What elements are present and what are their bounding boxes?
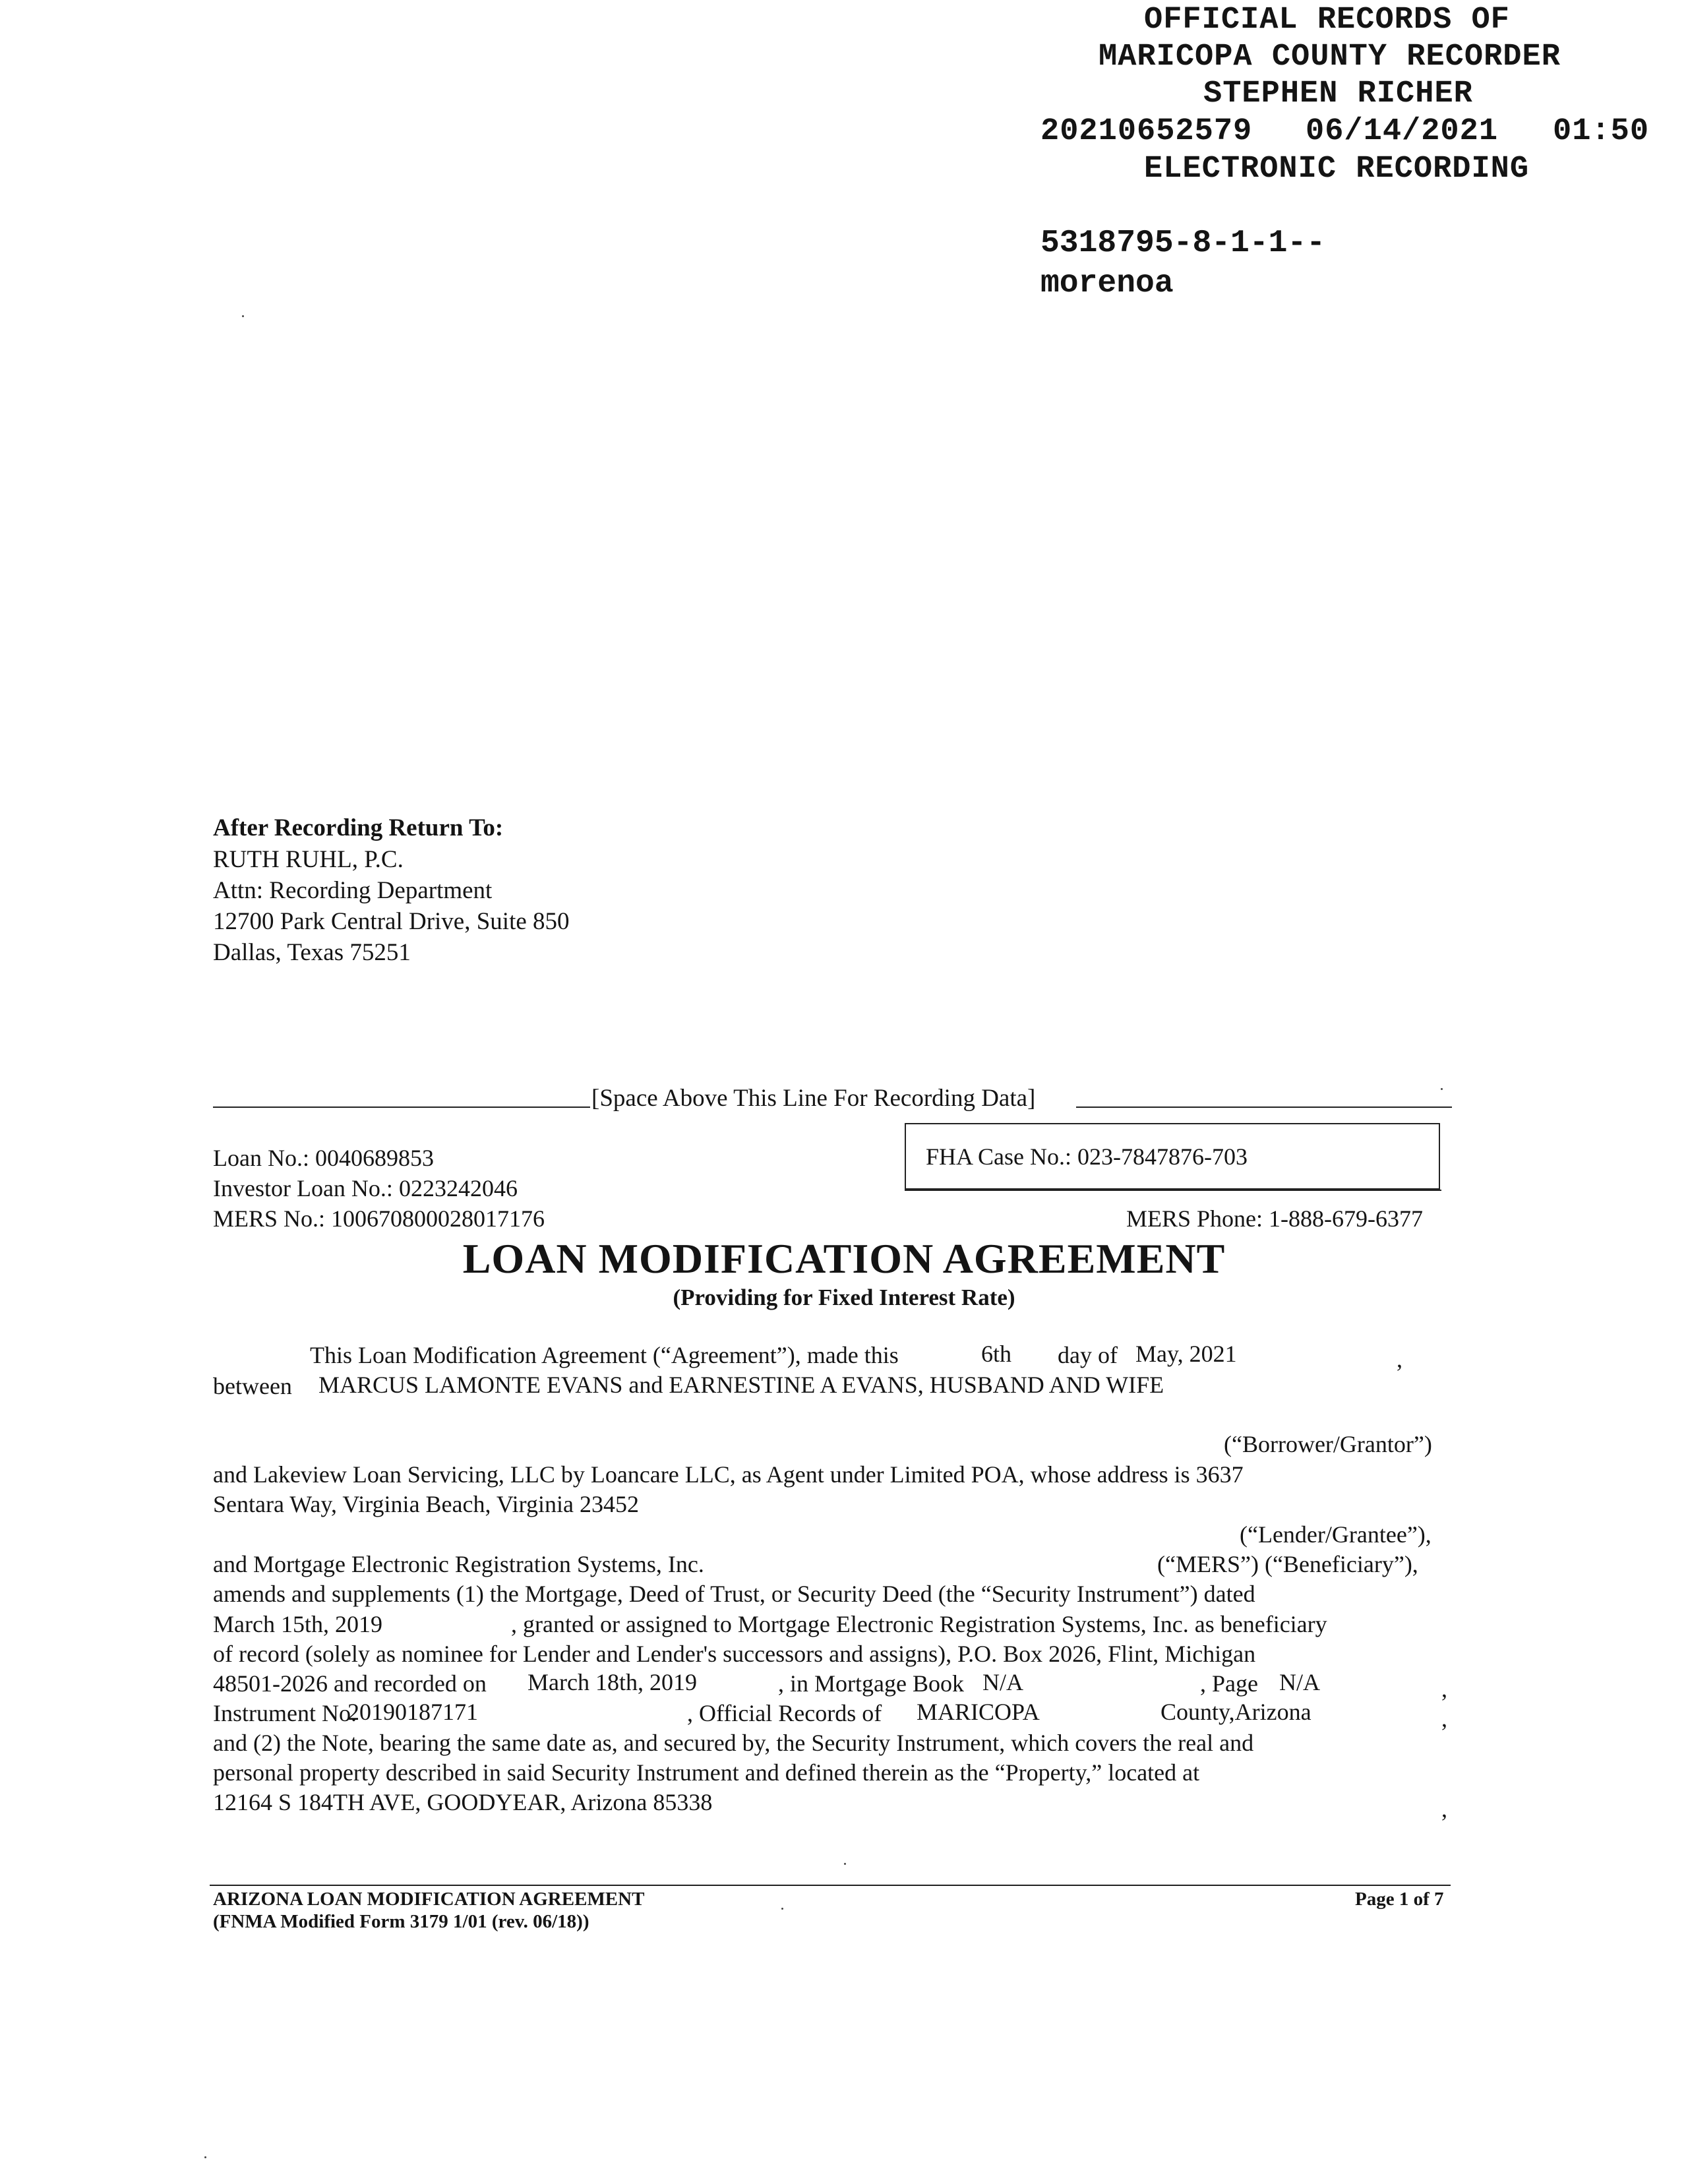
stamp-batch-code: 5318795-8-1-1--	[1040, 226, 1326, 261]
mers-number-label: MERS No.:	[213, 1205, 326, 1232]
footer-page-indicator: Page 1 of 7	[1355, 1889, 1444, 1910]
stamp-recording-number: 20210652579	[1040, 114, 1253, 149]
return-heading: After Recording Return To:	[213, 814, 504, 841]
mers-role: (“MERS”) (“Beneficiary”),	[1157, 1551, 1418, 1577]
of-record-text: of record (solely as nominee for Lender and Lender's successors and assigns), P.O. Box 2026, Flint, Michigan	[213, 1641, 1256, 1667]
scan-speck	[844, 1863, 846, 1865]
between-word: between	[213, 1373, 292, 1399]
intro-text: This Loan Modification Agreement (“Agreement”), made this	[310, 1342, 899, 1368]
county-comma: ,	[1441, 1705, 1447, 1732]
footer-form-title: ARIZONA LOAN MODIFICATION AGREEMENT	[213, 1889, 645, 1910]
scan-speck	[204, 2156, 206, 2158]
property-text: personal property described in said Security Instrument and defined therein as the “Property,” located at	[213, 1759, 1200, 1786]
borrower-role: (“Borrower/Grantor”)	[1224, 1431, 1432, 1457]
agreement-day-of: day of	[1058, 1342, 1118, 1368]
lender-line-2: Sentara Way, Virginia Beach, Virginia 23452	[213, 1491, 639, 1517]
stamp-operator: morenoa	[1040, 266, 1174, 301]
stamp-line-electronic-recording: ELECTRONIC RECORDING	[1144, 152, 1530, 187]
loan-number-label: Loan No.:	[213, 1145, 309, 1171]
return-name: RUTH RUHL, P.C.	[213, 846, 404, 873]
lender-role: (“Lender/Grantee”),	[1240, 1521, 1432, 1548]
mortgage-book-label: , in Mortgage Book	[778, 1670, 964, 1697]
note-text: and (2) the Note, bearing the same date as, and secured by, the Security Instrument, which covers the real and	[213, 1730, 1254, 1756]
mers-phone-row	[1126, 1205, 1423, 1232]
document-subtitle: (Providing for Fixed Interest Rate)	[673, 1285, 1015, 1310]
county-state: County,Arizona	[1160, 1699, 1311, 1725]
stamp-line-county-recorder: MARICOPA COUNTY RECORDER	[1099, 40, 1561, 75]
investor-loan-number: 0223242046	[398, 1175, 518, 1201]
instrument-number: 20190187171	[347, 1699, 478, 1725]
fha-case-row	[926, 1143, 1248, 1170]
fha-case-label: FHA Case No.:	[926, 1143, 1072, 1170]
amends-text: amends and supplements (1) the Mortgage, Deed of Trust, or Security Deed (the “Security Instrument”) dated	[213, 1581, 1255, 1607]
stamp-recording-date: 06/14/2021	[1306, 114, 1499, 149]
investor-loan-number-label: Investor Loan No.:	[213, 1175, 393, 1201]
mers-name: and Mortgage Electronic Registration Systems, Inc.	[213, 1551, 704, 1577]
security-instrument-date: March 15th, 2019	[213, 1611, 382, 1637]
granted-text: , granted or assigned to Mortgage Electronic Registration Systems, Inc. as beneficiary	[511, 1611, 1327, 1637]
county-name: MARICOPA	[917, 1699, 1040, 1725]
footer-rule	[210, 1885, 1451, 1886]
zip-recorded-text: 48501-2026 and recorded on	[213, 1670, 487, 1697]
return-city-state-zip: Dallas, Texas 75251	[213, 939, 411, 966]
investor-loan-number-row	[213, 1174, 518, 1202]
stamp-line-official-records: OFFICIAL RECORDS OF	[1144, 3, 1510, 38]
stamp-line-recorder-name: STEPHEN RICHER	[1203, 76, 1473, 111]
scan-speck	[781, 1908, 783, 1910]
address-comma: ,	[1441, 1796, 1447, 1822]
recorded-date: March 18th, 2019	[528, 1669, 697, 1695]
fha-case-box	[905, 1123, 1440, 1190]
mers-number: 100670800028017176	[331, 1205, 545, 1232]
scan-speck	[242, 315, 244, 317]
return-attention: Attn: Recording Department	[213, 877, 493, 904]
mers-phone: 1-888-679-6377	[1269, 1205, 1424, 1232]
official-records-label: , Official Records of	[687, 1700, 882, 1726]
mortgage-book: N/A	[982, 1669, 1023, 1695]
mers-phone-label: MERS Phone:	[1126, 1205, 1263, 1232]
borrower-names: MARCUS LAMONTE EVANS and EARNESTINE A EVANS, HUSBAND AND WIFE	[318, 1372, 1164, 1398]
loan-number: 0040689853	[315, 1145, 434, 1171]
recording-space-rule-left	[213, 1107, 590, 1108]
recording-space-label: [Space Above This Line For Recording Data]	[591, 1085, 1036, 1112]
footer-form-number: (FNMA Modified Form 3179 1/01 (rev. 06/18))	[213, 1911, 589, 1932]
agreement-month-year: May, 2021	[1135, 1341, 1237, 1367]
stamp-recording-time: 01:50	[1553, 114, 1650, 149]
recording-space-rule-right	[1076, 1107, 1452, 1108]
book-comma: ,	[1441, 1676, 1447, 1702]
loan-number-row	[213, 1144, 434, 1172]
return-street: 12700 Park Central Drive, Suite 850	[213, 908, 570, 935]
document-title: LOAN MODIFICATION AGREEMENT	[462, 1235, 1226, 1282]
page-value: N/A	[1279, 1669, 1320, 1695]
page-label: , Page	[1200, 1670, 1258, 1697]
instrument-label: Instrument No.	[213, 1700, 357, 1726]
property-address: 12164 S 184TH AVE, GOODYEAR, Arizona 85338	[213, 1789, 713, 1815]
lender-line-1: and Lakeview Loan Servicing, LLC by Loancare LLC, as Agent under Limited POA, whose address is 3637	[213, 1461, 1244, 1488]
intro-comma: ,	[1397, 1346, 1402, 1372]
fha-case-number: 023-7847876-703	[1077, 1143, 1248, 1170]
mers-number-row	[213, 1205, 545, 1232]
fha-box-shadow	[905, 1190, 1441, 1191]
scan-speck	[1441, 1088, 1443, 1090]
agreement-day: 6th	[981, 1341, 1012, 1367]
